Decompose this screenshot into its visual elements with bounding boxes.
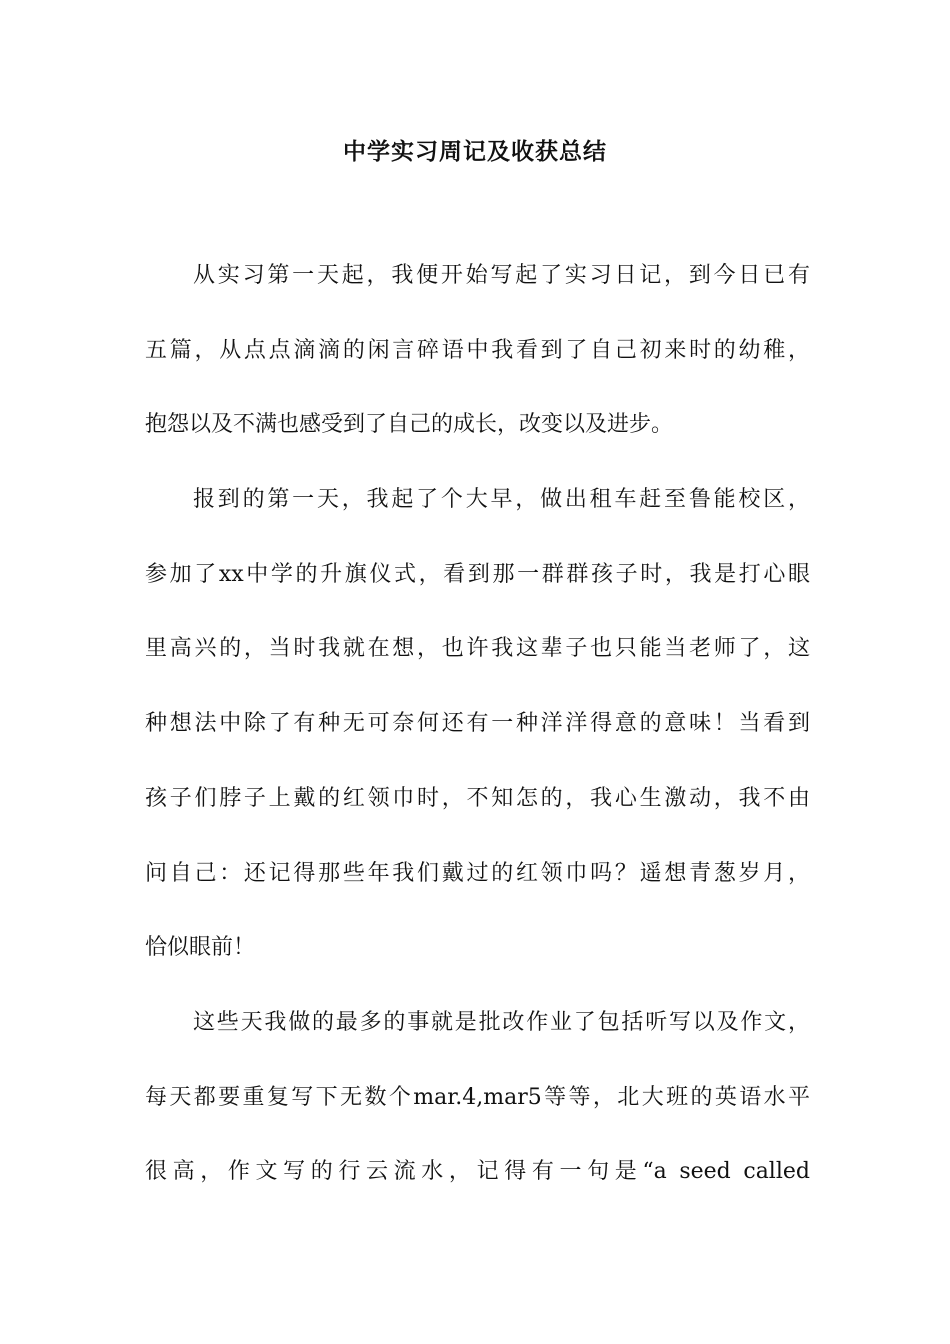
- page-title: 中学实习周记及收获总结: [343, 138, 607, 165]
- text-line-9: 问自己：还记得那些年我们戴过的红领巾吗？遥想青葱岁月，: [145, 860, 810, 886]
- text-line-4: 报到的第一天，我起了个大早，做出租车赶至鲁能校区，: [193, 487, 810, 513]
- text-line-11: 这些天我做的最多的事就是批改作业了包括听写以及作文，: [193, 1009, 810, 1035]
- text-line-12: 每天都要重复写下无数个mar.4,mar5等等，北大班的英语水平: [145, 1084, 810, 1110]
- text-line-3: 抱怨以及不满也感受到了自己的成长，改变以及进步。: [145, 412, 674, 438]
- text-line-13: 很高，作文写的行云流水，记得有一句是“a seed called: [145, 1159, 810, 1185]
- text-line-1: 从实习第一天起，我便开始写起了实习日记，到今日已有: [193, 263, 810, 288]
- text-line-7: 种想法中除了有种无可奈何还有一种洋洋得意的意味！当看到: [145, 711, 810, 737]
- text-line-8: 孩子们脖子上戴的红领巾时，不知怎的，我心生激动，我不由: [145, 785, 810, 811]
- text-line-2: 五篇，从点点滴滴的闲言碎语中我看到了自己初来时的幼稚，: [145, 337, 810, 363]
- text-line-10: 恰似眼前！: [145, 935, 256, 961]
- body-text: [145, 258, 810, 1229]
- text-line-6: 里高兴的，当时我就在想，也许我这辈子也只能当老师了，这: [145, 636, 810, 662]
- text-line-5: 参加了xx中学的升旗仪式，看到那一群群孩子时，我是打心眼: [145, 561, 810, 587]
